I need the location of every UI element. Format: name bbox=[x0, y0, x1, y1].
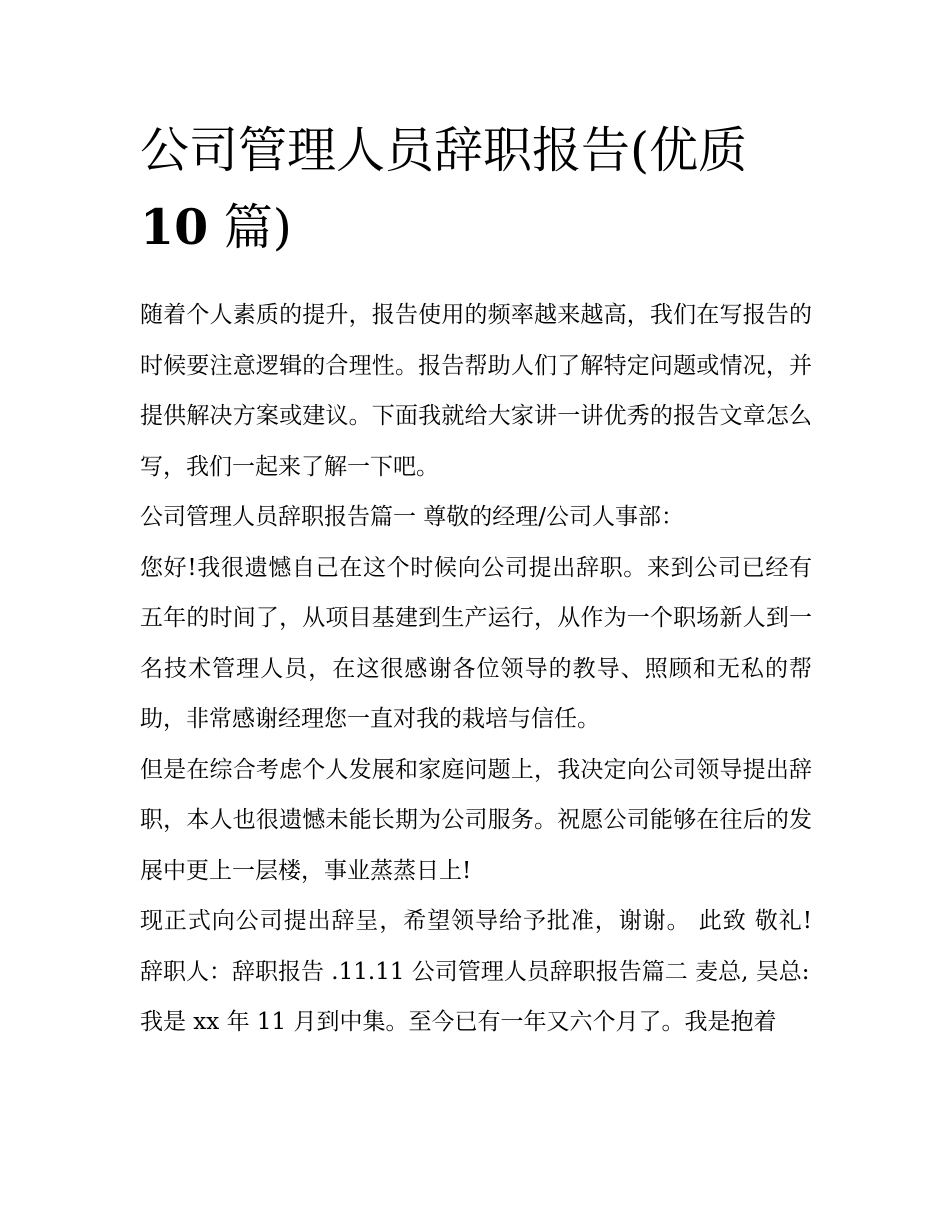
paragraph-section-1-heading: 公司管理人员辞职报告篇一 尊敬的经理/公司人事部： bbox=[140, 504, 685, 530]
document-body bbox=[140, 290, 812, 1048]
paragraph-closing: 现正式向公司提出辞呈，希望领导给予批准，谢谢。 此致 敬礼! 辞职人：辞职报告 .11.11 公司管理人员辞职报告篇二 麦总, 吴总: bbox=[140, 908, 812, 985]
title-line-2-text: 篇) bbox=[208, 199, 292, 256]
paragraph-section-2-start: 我是 xx 年 11 月到中集。至今已有一年又六个月了。我是抱着 bbox=[140, 1009, 777, 1035]
paragraph-reason: 但是在综合考虑个人发展和家庭问题上，我决定向公司领导提出辞职，本人也很遗憾未能长期为公司服务。祝愿公司能够在往后的发展中更上一层楼，事业蒸蒸日上! bbox=[140, 756, 812, 884]
document-page bbox=[140, 112, 812, 1048]
title-number: 10 bbox=[140, 198, 209, 256]
paragraph-intro: 随着个人素质的提升，报告使用的频率越来越高，我们在写报告的时候要注意逻辑的合理性。报告帮助人们了解特定问题或情况，并提供解决方案或建议。下面我就给大家讲一讲优秀的报告文章怎么写，我们一起来了解一下吧。 bbox=[140, 302, 812, 480]
paragraph-greeting: 您好!我很遗憾自己在这个时候向公司提出辞职。来到公司已经有五年的时间了，从项目基建到生产运行，从作为一个职场新人到一名技术管理人员，在这很感谢各位领导的教导、照顾和无私的帮助，非常感谢经理您一直对我的栽培与信任。 bbox=[140, 554, 812, 732]
document-title bbox=[140, 112, 812, 266]
title-line-1: 公司管理人员辞职报告(优质 bbox=[140, 122, 748, 179]
